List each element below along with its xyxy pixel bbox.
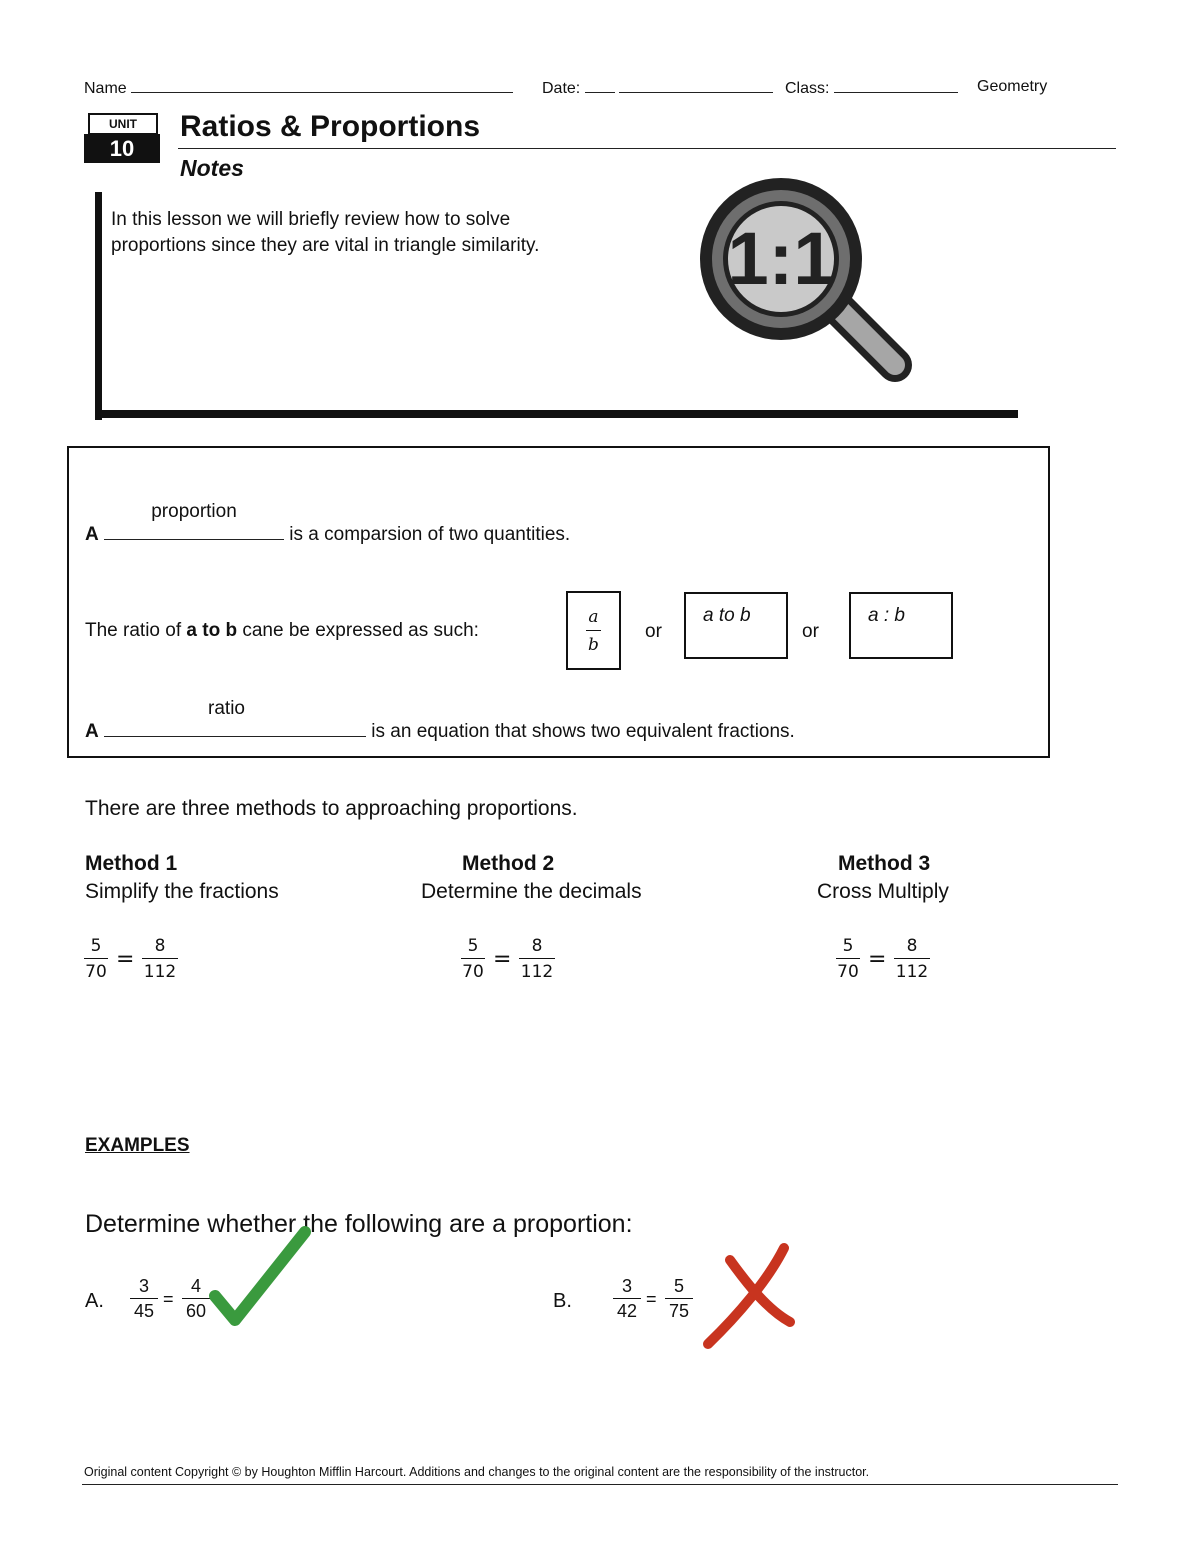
method-3-title: Method 3 [838,852,931,875]
name-label: Name [84,80,127,97]
m3-den1: 70 [837,962,859,982]
definition-line-1 [85,501,571,546]
m3-bar1 [836,958,860,959]
intro-text: In this lesson we will briefly review how to solve proportions since they are vital in triangle similarity. [111,209,540,256]
definition-line-3 [85,698,795,743]
date-field-a[interactable] [585,78,615,93]
checkmark-icon [205,1222,315,1330]
m2-den2: 112 [520,962,554,982]
exa-num1: 3 [138,1276,149,1296]
footer-divider [82,1484,1118,1485]
definition-line-2 [85,620,479,642]
m3-num1: 5 [842,936,854,956]
to-form-text: a to b [703,605,751,626]
exa-den1: 45 [133,1301,155,1321]
header-line [84,78,513,98]
exa-equals: = [163,1289,174,1309]
m3-equals: = [868,947,887,972]
page-title: Ratios & Proportions [180,110,481,143]
intro-border-bottom [95,410,1018,418]
exb-num2: 5 [673,1276,684,1296]
magnifying-glass-icon [690,170,930,400]
exa-num2: 4 [190,1276,201,1296]
line1-prefix: A [85,524,99,545]
copyright-footer: Original content Copyright © by Houghton Mifflin Harcourt. Additions and changes to the original content are the responsibility of the instructor. [84,1465,870,1479]
m1-num1: 5 [90,936,102,956]
exb-equals: = [646,1289,657,1309]
class-field[interactable] [834,78,958,93]
fraction-bar [586,630,601,631]
to-form-box [684,592,788,659]
exb-num1: 3 [621,1276,632,1296]
m1-equals: = [116,947,135,972]
exb-bar2 [665,1298,693,1299]
m2-bar1 [461,958,485,959]
line3-prefix: A [85,721,99,742]
colon-form-text: a : b [868,605,905,626]
example-b-label: B. [553,1290,572,1312]
unit-label: UNIT [88,113,158,135]
example-b-equation [613,1276,693,1328]
fraction-form-box [566,591,621,670]
line3-blank[interactable] [104,698,366,737]
exb-den2: 75 [668,1301,690,1321]
line3-suffix: is an equation that shows two equivalent fractions. [371,721,795,742]
m1-den2: 112 [143,962,177,982]
class-label: Class: [785,80,830,97]
method-3-desc: Cross Multiply [817,880,949,903]
exb-den1: 42 [616,1301,638,1321]
method-2-title: Method 2 [462,852,555,875]
or-label-2: or [802,621,819,642]
m3-bar2 [894,958,930,959]
name-field[interactable] [131,78,513,93]
exb-bar1 [613,1298,641,1299]
m3-den2: 112 [895,962,929,982]
line3-answer: ratio [208,698,245,719]
methods-intro: There are three methods to approaching proportions. [85,797,578,820]
class-group [785,78,958,98]
unit-number: 10 [84,134,160,163]
or-label-1: or [645,621,662,642]
unit-badge [84,113,160,163]
line2-bold: a to b [186,620,238,641]
m2-bar2 [519,958,555,959]
method-2-equation [461,936,561,992]
m2-num1: 5 [467,936,479,956]
m1-bar1 [84,958,108,959]
m2-equals: = [493,947,512,972]
m2-den1: 70 [462,962,484,982]
line1-blank[interactable] [104,501,284,540]
m2-num2: 8 [531,936,543,956]
ratio-graphic-text: 1:1 [727,217,835,300]
line1-suffix: is a comparsion of two quantities. [289,524,571,545]
method-2-desc: Determine the decimals [421,880,642,903]
x-mark-icon [698,1240,798,1352]
fraction-numerator: a [588,607,599,627]
exa-bar1 [130,1298,158,1299]
date-field-b[interactable] [619,78,773,93]
line1-answer: proportion [151,501,237,522]
m1-num2: 8 [154,936,166,956]
date-label: Date: [542,80,581,97]
line2-text-after: cane be expressed as such: [237,620,479,641]
m1-bar2 [142,958,178,959]
date-group [542,78,773,98]
examples-prompt: Determine whether the following are a proportion: [85,1210,633,1238]
subject-label: Geometry [977,78,1048,95]
colon-form-box [849,592,953,659]
method-1-equation [84,936,184,992]
fraction-denominator: b [588,635,599,655]
method-3-equation [836,936,936,992]
intro-border-left [95,192,102,420]
title-divider [178,148,1116,149]
line2-text-before: The ratio of [85,620,187,641]
m1-den1: 70 [85,962,107,982]
page-subtitle: Notes [180,155,244,181]
method-1-title: Method 1 [85,852,178,875]
examples-heading: EXAMPLES [85,1135,190,1156]
method-1-desc: Simplify the fractions [85,880,279,903]
example-a-equation [130,1276,210,1328]
exa-den2: 60 [185,1301,207,1321]
m3-num2: 8 [906,936,918,956]
example-a-label: A. [85,1290,104,1312]
